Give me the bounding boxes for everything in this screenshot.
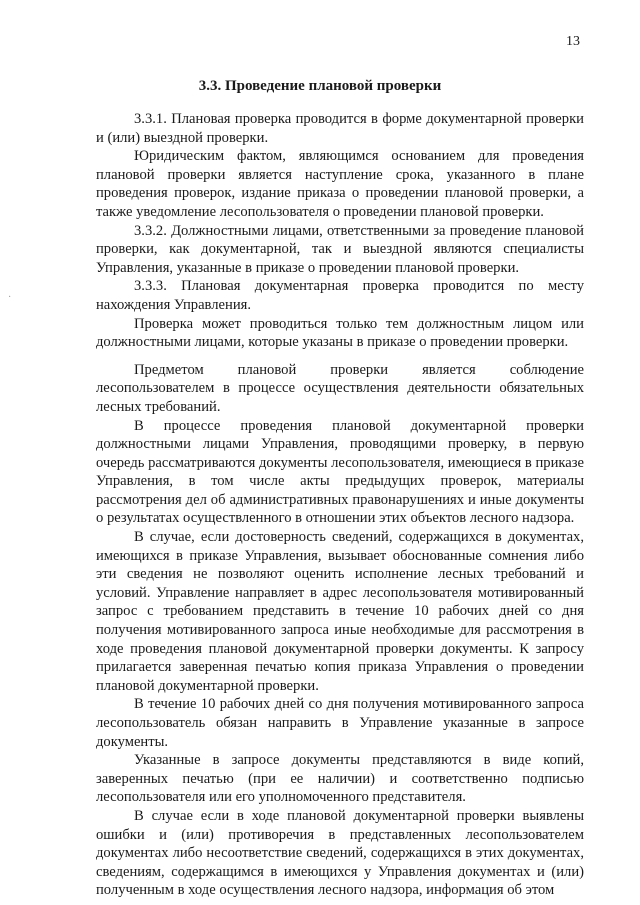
margin-mark: · <box>8 292 12 303</box>
paragraph-legal-basis: Юридическим фактом, являющимся основанием для проведения плановой проверки является наступление срока, указанного в плане проведения проверок, издание приказа о проведении плановой проверки, а также уведомление лесопользователя о проведении плановой проверки. <box>96 148 584 220</box>
paragraph-errors: В случае если в ходе плановой документарной проверки выявлены ошибки и (или) противоречия в представленных лесопользователем документах либо несоответствие сведений, содержащихся в этих документах, сведениям, содержащимся в имеющихся у Управления документах и (или) полученным в ходе осуществления лесного надзора, информация об этом <box>96 807 584 899</box>
paragraph-3-3-1: 3.3.1. Плановая проверка проводится в форме документарной проверки и (или) выездной проверки. <box>96 111 584 146</box>
section-body <box>96 110 584 900</box>
section-heading: 3.3. Проведение плановой проверки <box>198 78 442 94</box>
paragraph-reasoned-request: В случае, если достоверность сведений, содержащихся в документах, имеющихся в приказе Управления, вызывает обоснованные сомнения либо эти сведения не позволяют оценить исполнение лесных требований и условий. Управление направляет в адрес лесопользователя мотивированный запрос с требованием представить в течение 10 рабочих дней со дня получения мотивированного запроса иные необходимые для рассмотрения в ходе проведения плановой документарной проверки документы. К запросу прилагается заверенная печатью копия приказа Управления о проведении плановой документарной проверки. <box>96 529 584 694</box>
paragraph-copies: Указанные в запросе документы представляются в виде копий, заверенных печатью (при ее наличии) и соответственно подписью лесопользователя или его уполномоченного представителя. <box>96 752 584 806</box>
paragraph-officials: Проверка может проводиться только тем должностным лицом или должностными лицами, которые указаны в приказе о проведении проверки. <box>96 315 584 351</box>
paragraph-3-3-3: 3.3.3. Плановая документарная проверка проводится по месту нахождения Управления. <box>96 278 584 313</box>
paragraph-documents-review: В процессе проведения плановой документарной проверки должностными лицами Управления, проводящими проверку, в первую очередь рассматриваются документы лесопользователя, имеющиеся в приказе Управления, в том числе акты предыдущих проверок, материалы рассмотрения дел об административных правонарушениях и иные документы о результатах осуществленного в отношении этих объектов лесного надзора. <box>96 417 584 527</box>
page-number: 13 <box>566 34 580 49</box>
paragraph-ten-days: В течение 10 рабочих дней со дня получения мотивированного запроса лесопользователь обязан направить в Управление указанные в запросе документы. <box>96 696 584 750</box>
paragraph-subject: Предметом плановой проверки является соблюдение лесопользователем в процессе осуществления деятельности обязательных лесных требований. <box>96 361 584 415</box>
paragraph-3-3-2: 3.3.2. Должностными лицами, ответственными за проведение плановой проверки, как документарной, так и выездной являются специалисты Управления, указанные в приказе о проведении плановой проверки. <box>96 222 584 276</box>
